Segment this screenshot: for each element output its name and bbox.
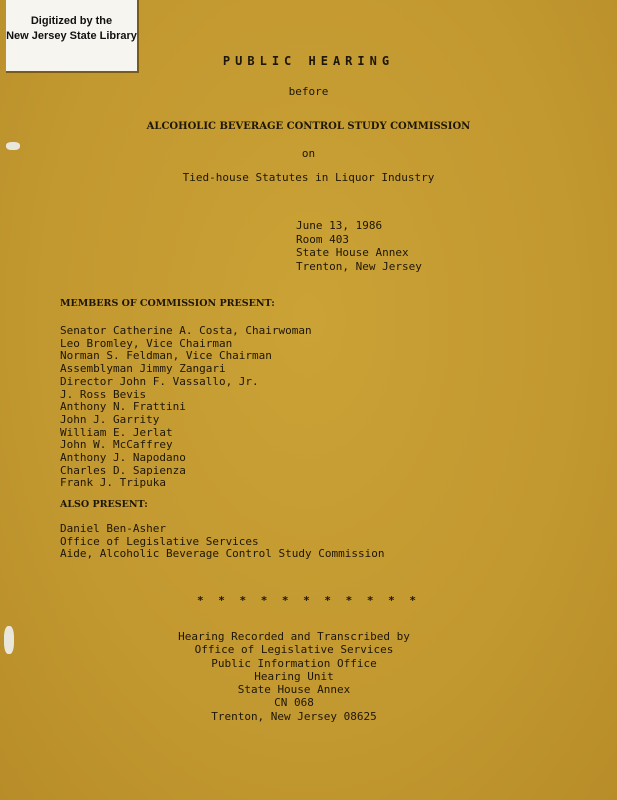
list-item: Daniel Ben-Asher: [60, 522, 166, 535]
separator-stars: * * * * * * * * * * *: [196, 594, 421, 607]
footer-line: Trenton, New Jersey 08625: [211, 709, 377, 723]
list-item: Norman S. Feldman, Vice Chairman: [60, 349, 272, 363]
list-item: Director John F. Vassallo, Jr.: [60, 374, 259, 388]
list-item: Frank J. Tripuka: [60, 476, 166, 490]
footer-line: CN 068: [274, 696, 314, 710]
date-location-block: [296, 219, 422, 273]
list-item: William E. Jerlat: [60, 425, 173, 439]
footer-line: State House Annex: [237, 683, 351, 697]
footer-line: Office of Legislative Services: [194, 643, 394, 657]
list-item: Charles D. Sapienza: [60, 463, 186, 477]
list-item: Leo Bromley, Vice Chairman: [60, 336, 233, 350]
list-item: Anthony J. Napodano: [60, 451, 186, 465]
digitization-label-line-1: Digitized by the: [30, 15, 113, 27]
hearing-room: Room 403: [296, 232, 349, 246]
title-before: before: [288, 85, 329, 98]
footer-line: Hearing Recorded and Transcribed by: [178, 630, 410, 643]
footer-line: Public Information Office: [211, 656, 377, 670]
list-item: Assemblyman Jimmy Zangari: [60, 362, 226, 376]
document-title: PUBLIC HEARING: [222, 54, 395, 68]
members-heading: MEMBERS OF COMMISSION PRESENT:: [60, 298, 275, 309]
title-on: on: [301, 147, 316, 160]
also-present-heading: ALSO PRESENT:: [60, 499, 148, 510]
list-item: Anthony N. Frattini: [60, 400, 186, 414]
hearing-date: June 13, 1986: [296, 219, 383, 232]
hearing-city: Trenton, New Jersey: [296, 259, 422, 273]
also-present-list: [60, 523, 385, 561]
list-item: J. Ross Bevis: [60, 387, 147, 401]
members-list: [60, 325, 312, 490]
list-item: John W. McCaffrey: [60, 438, 173, 452]
digitization-label-line-2: New Jersey State Library: [6, 30, 137, 42]
list-item: John J. Garrity: [60, 412, 160, 426]
list-item: Senator Catherine A. Costa, Chairwoman: [60, 324, 312, 337]
list-item: Aide, Alcoholic Beverage Control Study Commission: [60, 547, 385, 561]
hearing-subject: Tied-house Statutes in Liquor Industry: [182, 171, 435, 184]
footer-line: Hearing Unit: [254, 669, 334, 683]
commission-name: ALCOHOLIC BEVERAGE CONTROL STUDY COMMISSION: [146, 121, 471, 132]
list-item: Office of Legislative Services: [60, 534, 259, 548]
hearing-building: State House Annex: [296, 246, 409, 259]
transcription-credit: [0, 630, 588, 723]
